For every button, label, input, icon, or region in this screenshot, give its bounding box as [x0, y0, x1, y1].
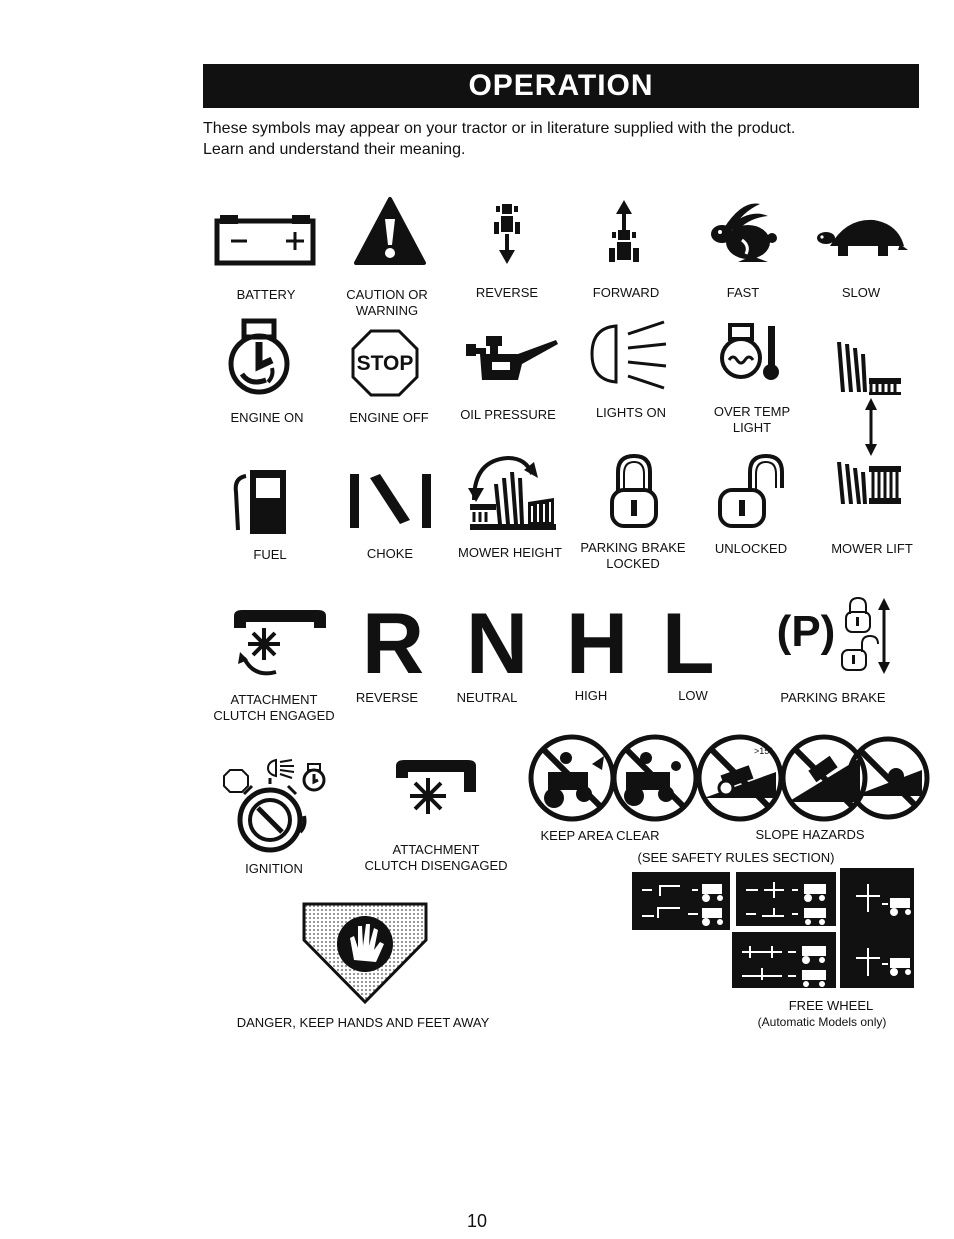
turtle-slow-icon	[816, 218, 908, 262]
low-l-symbol: L	[662, 596, 715, 692]
forward-tractor-icon	[606, 198, 642, 270]
attachment-engaged-label: ATTACHMENT CLUTCH ENGAGED	[213, 692, 335, 723]
rabbit-fast-icon	[702, 200, 786, 268]
high-h-symbol: H	[566, 596, 629, 692]
parking-brake-label: PARKING BRAKE	[780, 690, 886, 705]
oil-can-icon	[464, 334, 560, 386]
attachment-disengaged-icon	[394, 756, 478, 832]
over-temp-label: OVER TEMP LIGHT	[713, 404, 791, 435]
intro-text	[203, 118, 923, 160]
battery-icon	[214, 205, 316, 267]
engine-temp-icon	[720, 322, 786, 382]
choke-label: CHOKE	[366, 546, 414, 561]
low-label: LOW	[678, 688, 708, 703]
slope-hazard-sign-3	[849, 739, 927, 817]
keep-area-clear-sign-2	[614, 737, 696, 819]
free-wheel-label: FREE WHEEL	[788, 998, 874, 1013]
stop-sign-icon	[350, 328, 420, 398]
slope-hazard-sign-2	[783, 737, 865, 819]
mower-lift-label: MOWER LIFT	[831, 541, 913, 556]
forward-label: FORWARD	[592, 285, 660, 300]
safety-warning-signs	[526, 732, 930, 824]
lights-on-label: LIGHTS ON	[595, 405, 667, 420]
unlocked-label: UNLOCKED	[714, 541, 788, 556]
fuel-label: FUEL	[253, 547, 287, 562]
reverse-r-label: REVERSE	[355, 690, 419, 705]
stop-text: STOP	[356, 352, 414, 375]
headlight-icon	[588, 318, 670, 392]
slope-degree-text: >15°	[754, 746, 773, 756]
slow-label: SLOW	[841, 285, 881, 300]
keep-area-clear-label: KEEP AREA CLEAR	[540, 828, 660, 843]
reverse-r-symbol: R	[362, 596, 425, 692]
slope-hazards-label: SLOPE HAZARDS	[755, 827, 865, 842]
fast-label: FAST	[726, 285, 760, 300]
mower-lift-low-icon	[835, 338, 905, 458]
see-safety-rules-label: (SEE SAFETY RULES SECTION)	[637, 850, 835, 865]
danger-label: DANGER, KEEP HANDS AND FEET AWAY	[236, 1015, 490, 1030]
parking-brake-locked-label: PARKING BRAKE LOCKED	[580, 540, 686, 571]
ignition-label: IGNITION	[245, 861, 303, 876]
keep-area-clear-sign-1	[531, 737, 613, 819]
padlock-unlocked-icon	[716, 452, 788, 532]
mower-height-label: MOWER HEIGHT	[458, 545, 562, 560]
mower-lift-high-icon	[835, 460, 905, 506]
engine-on-label: ENGINE ON	[230, 410, 304, 425]
danger-hands-feet-icon	[300, 900, 430, 1006]
slope-hazard-sign-1	[699, 737, 781, 819]
mower-height-icon	[464, 452, 560, 534]
free-wheel-note: (Automatic Models only)	[757, 1015, 887, 1029]
ignition-icon	[222, 756, 332, 858]
intro-line-1: These symbols may appear on your tractor or in literature supplied with the product.	[203, 120, 796, 137]
intro-line-2: Learn and understand their meaning.	[203, 141, 466, 158]
page-number: 10	[466, 1211, 488, 1231]
engine-off-label: ENGINE OFF	[349, 410, 429, 425]
fuel-pump-icon	[232, 468, 292, 536]
parking-p-symbol: (P)	[776, 607, 836, 656]
caution-icon	[352, 195, 428, 267]
battery-label: BATTERY	[236, 287, 296, 302]
padlock-locked-icon	[608, 452, 660, 532]
choke-icon	[348, 470, 434, 530]
reverse-label: REVERSE	[475, 285, 539, 300]
oil-pressure-label: OIL PRESSURE	[460, 407, 556, 422]
parking-brake-icon	[776, 594, 892, 678]
neutral-n-symbol: N	[466, 596, 529, 692]
attachment-engaged-icon	[232, 606, 328, 680]
attachment-disengaged-label: ATTACHMENT CLUTCH DISENGAGED	[364, 842, 508, 873]
engine-on-icon	[226, 318, 292, 396]
caution-label: CAUTION OR WARNING	[346, 287, 428, 318]
section-header: OPERATION	[203, 64, 919, 108]
reverse-tractor-icon	[490, 198, 524, 268]
neutral-label: NEUTRAL	[456, 690, 518, 705]
free-wheel-icons	[632, 868, 916, 990]
high-label: HIGH	[574, 688, 608, 703]
